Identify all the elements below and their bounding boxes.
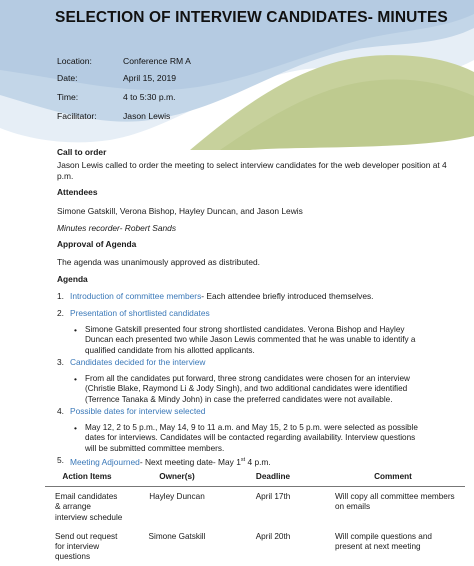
document-title: SELECTION OF INTERVIEW CANDIDATES- MINUTES xyxy=(55,9,448,26)
header-comment: Comment xyxy=(321,470,465,487)
minutes-recorder: Minutes recorder- Robert Sands xyxy=(57,223,177,233)
agenda-topic-5[interactable]: Meeting Adjourned xyxy=(70,456,140,467)
facilitator-label: Facilitator: xyxy=(57,111,97,121)
facilitator-value: Jason Lewis xyxy=(123,111,171,121)
header-deadline: Deadline xyxy=(225,470,321,487)
deadline-cell: April 17th xyxy=(255,492,291,502)
action-items-table xyxy=(45,470,465,566)
call-to-order-line-1: Jason Lewis called to order the meeting to select interview candidates for the web developer position at 4 xyxy=(57,160,447,170)
bullet-icon: • xyxy=(74,423,77,433)
action-item-cell: Send out request for interview questions xyxy=(55,531,118,562)
table-row xyxy=(45,487,465,527)
comment-cell: Will copy all committee members on emails xyxy=(335,492,455,512)
attendees-heading: Attendees xyxy=(57,187,98,197)
agenda-detail-1: - Each attendee briefly introduced themselves. xyxy=(201,291,374,301)
bullet-icon: • xyxy=(74,325,77,335)
deadline-cell: April 20th xyxy=(255,531,291,541)
header-action-items: Action Items xyxy=(45,470,129,487)
agenda-detail-5-tail: 4 p.m. xyxy=(245,456,271,467)
agenda-item-5 xyxy=(70,455,271,467)
call-to-order-heading: Call to order xyxy=(57,147,107,157)
agenda-topic-1[interactable]: Introduction of committee members xyxy=(70,291,202,301)
location-value: Conference RM A xyxy=(123,56,191,66)
location-label: Location: xyxy=(57,56,92,66)
owner-cell: Simone Gatskill xyxy=(148,531,206,541)
attendees-names: Simone Gatskill, Verona Bishop, Hayley Duncan, and Jason Lewis xyxy=(57,206,303,216)
agenda-topic-3[interactable]: Candidates decided for the interview xyxy=(70,357,206,367)
agenda-item-2 xyxy=(70,308,210,319)
bullet-icon: • xyxy=(74,374,77,384)
agenda-number-2: 2. xyxy=(57,308,64,318)
owner-cell: Hayley Duncan xyxy=(149,492,205,502)
agenda-item-4 xyxy=(70,406,205,417)
approval-text: The agenda was unanimously approved as distributed. xyxy=(57,257,260,267)
comment-cell: Will compile questions and present at next meeting xyxy=(335,531,432,552)
date-label: Date: xyxy=(57,73,78,83)
agenda-heading: Agenda xyxy=(57,274,88,284)
header-owners: Owner(s) xyxy=(129,470,225,487)
agenda-number-1: 1. xyxy=(57,291,64,301)
agenda-topic-2[interactable]: Presentation of shortlisted candidates xyxy=(70,308,210,318)
action-item-cell: Email candidates & arrange interview schedule xyxy=(55,492,123,522)
agenda-bullet-3: May 12, 2 to 5 p.m., May 14, 9 to 11 a.m. and May 15, 2 to 5 p.m. were selected as possible dates for interviews. Candidates will be contacted regarding availability. Interview questions will be submitted committee members. xyxy=(85,423,418,453)
table-row xyxy=(45,527,465,566)
time-value: 4 to 5:30 p.m. xyxy=(123,92,176,102)
approval-heading: Approval of Agenda xyxy=(57,239,137,249)
agenda-bullet-1: Simone Gatskill presented four strong shortlisted candidates. Verona Bishop and Hayley Duncan each presented two while Jason Lewis commented that he was unable to identify a qualified candidate from his allotted applicants. xyxy=(85,325,416,355)
call-to-order-line-2: p.m. xyxy=(57,171,74,181)
ordinal-suffix: st xyxy=(240,457,246,463)
agenda-item-3 xyxy=(70,357,205,368)
agenda-topic-4[interactable]: Possible dates for interview selected xyxy=(70,406,206,416)
agenda-bullet-2: From all the candidates put forward, three strong candidates were chosen for an interview (Christie Blake, Raymond Li & Jody Singh), and two additional candidates were identified (Terrence Tanaka & Mindy John) in case the preferred candidates were not available. xyxy=(85,374,410,404)
time-label: Time: xyxy=(57,92,79,102)
agenda-number-4: 4. xyxy=(57,406,64,416)
date-value: April 15, 2019 xyxy=(123,73,177,83)
table-header-row xyxy=(45,470,465,487)
agenda-number-3: 3. xyxy=(57,357,64,367)
agenda-item-1 xyxy=(70,291,374,302)
agenda-number-5: 5. xyxy=(57,455,64,465)
agenda-detail-5: - Next meeting date- May 1 xyxy=(139,456,241,467)
